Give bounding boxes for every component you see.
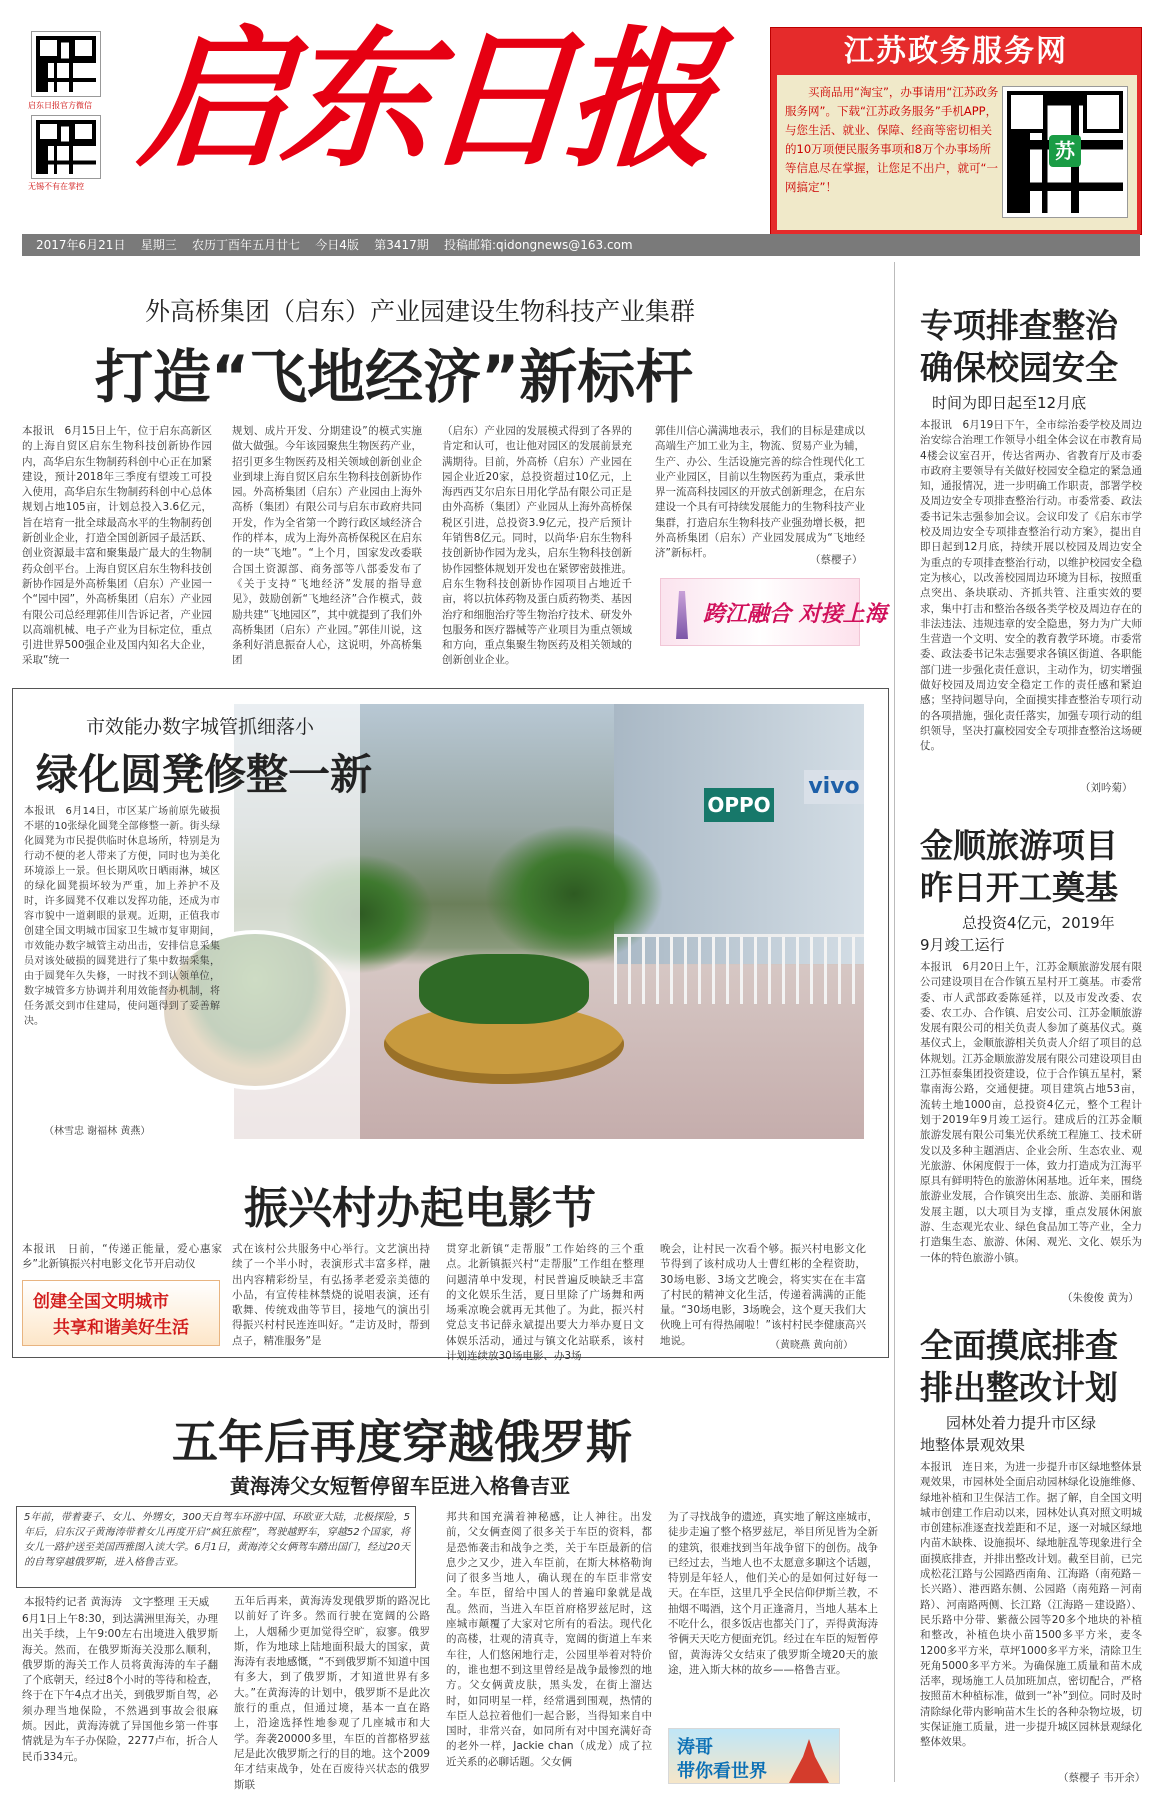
lead-headline: 打造“飞地经济”新标杆 [95,343,694,411]
shop-sign-oppo: OPPO [704,788,774,822]
russia-banner-line-2: 带你看世界 [677,1761,767,1782]
lead-banner [660,578,887,646]
page-count: 今日4版 [315,238,359,252]
gov-ad-body: 买商品用“淘宝”，办事请用“江苏政务服务网”。下载“江苏政务服务”手机APP，与您生活、就业、保障、经商等密切相关的10万项便民服务事项和8万个办事场所等信息尽在掌握，让您足不出户，就可“一网搞定”！ [785,85,999,194]
school-safety-body: 本报讯 6月19日下午，全市综治委学校及周边治安综合治理工作领导小组全体会议在市教育局4楼会议室召开，传达省两办、省教育厅及市委市政府主要领导有关做好校园安全稳定的紧急通知，通报情况，进一步明确工作职责，部署学校及周边安全专项排查整治行动。市委常委、政法委书记朱志强参加会议。会议印发了《启东市学校及周边安全专项排查整治行动方案》，提出自即日起到12月底，持续开展以校园及周边安全为重点的专项排查整治行动，以维护校园安全稳定为核心，以改善校园周边环境为目标，按照重点突出、条块联动、齐抓共管、注重实效的要求，集中打击和整治各级各类学校及周边存在的非法违法、违规违章的安全隐患，努力为广大师生营造一个文明、安全的教育教学环境。市委常委、政法委书记朱志强要求各镇区街道、各职能部门进一步强化责任意识，主动作为，切实增强做好校园及周边安全稳定工作的责任感和紧迫感；坚持问题导向，全面摸实排查整治专项行动的各项措施，强化责任落实，加强专项行动的组织领导，坚决打赢校园安全专项排查整治这场硬仗。 [920,419,1142,753]
railing [614,934,864,1004]
russia-col-2: 五年后再来，黄海涛发现俄罗斯的路况比以前好了许多。然而行驶在宽阔的公路上，人烟稀少更加觉得空旷，寂寥。俄罗斯，作为地球上陆地面积最大的国家，黄海涛有表地感慨，“不到俄罗斯不知道中国有多大，到了俄罗斯，才知道世界有多大。”在黄海涛的计划中，俄罗斯不是此次旅行的重点，但通过境，基本一直在路上，沿途选择性地参观了几座城市和大学。奔袭20000多里，车臣的首都格罗兹尼是此次俄罗斯之行的目的地。这个2009年才结束战争，处在百废待兴状态的俄罗斯联 [234,1595,430,1791]
qr1-label: 启东日报官方微信 [28,101,92,110]
green-plan-sub-2: 地整体景观效果 [920,1436,1026,1454]
cinema-byline: （黄晓燕 黄向前） [770,1340,854,1351]
lead-kicker: 外高桥集团（启东）产业园建设生物科技产业集群 [145,297,696,326]
gov-service-ad[interactable] [770,27,1142,235]
gov-ad-title: 江苏政务服务网 [844,34,1068,69]
green-plan-body: 本报讯 连日来，为进一步提升市区绿地整体景观效果，市园林处全面启动园林绿化设施维修、绿地补植和卫生保洁工作。据了解，自全国文明城市创建工作启动以来，园林处认真对照文明城市创建标准逐查找差距和不足，逐一对城区绿地内苗木缺株、设施损坏、绿地脏乱等现象进行全面摸底排查，并排出整改计划。截至目前，已完成松花江路与公园路西南角、江海路（南苑路－长兴路）、港西路东侧、公园路（南苑路－河南路）、河南路两侧、长江路（江海路－建设路）、民乐路中分带、紫薇公园等20多个地块的补植和整改，补植色块小苗1500多平方米，麦冬1200多平方米，草坪1000多平方米，清除卫生死角5000多平方米。为确保施工质量和苗木成活率，现场施工人员加班加点，密切配合，严格按照苗木种植标准，做到一“补”到位。同时及时清除绿化带内影响苗木生长的各种杂物垃圾，切实保证施工质量，进一步提升城区园林景观绿化整体效果。 [920,1461,1142,1749]
hedge [419,954,589,1024]
cinema-col-4: 晚会，让村民一次看个够。振兴村电影文化节得到了该村成功人士曹红彬的全程资助，30场电影、3场文艺晚会，将实实在在丰富了村民的精神文化生活，传递着满满的正能量。“30场电影，3场晚会，这个夏天我们大伙晚上可有得热闹啦！”该村村民李健康高兴地说。 [660,1243,866,1347]
tourism-headline-2: 昨日开工奠基 [920,868,1118,907]
date-bar [22,234,1140,256]
issue-date: 2017年6月21日 [36,238,126,252]
weekday: 星期三 [140,238,177,252]
landmark-icon [789,1739,829,1783]
russia-headline: 五年后再度穿越俄罗斯 [172,1415,632,1469]
tourism-sub-1: 总投资4亿元，2019年 [962,914,1115,932]
lead-col-4: 郭佳川信心满满地表示，我们的目标是建成以高端生产加工业为主，物流、贸易产业为辅，生产、办公、生活设施完善的综合性现代化工业产业园区，目前以生物医药为重点，秉承世界一流高科技园区的开放式创新理念，在启东建设一个具有可持续发展能力的生物科技产业集群，打造启东生物科技产业强劲增长极，把外高桥集团（启东）产业园发展成为“飞地经济”新标杆。 [655,425,865,560]
green-plan-headline-1: 全面摸底排查 [920,1326,1118,1365]
tourism-body: 本报讯 6月20日上午，江苏金顺旅游发展有限公司建设项目在合作镇五星村开工奠基。市委常委、市人武部政委陈延祥，以及市发改委、农委、农工办、合作镇、启安公司、江苏金顺旅游发展有限公司的相关负责人参加了奠基仪式。奠基仪式上，金顺旅游相关负责人介绍了项目的总体规划。江苏金顺旅游发展有限公司建设项目由江苏恒泰集团投资建设，位于合作镇五星村，紧靠南海公路，交通便捷。项目建筑占地53亩，流转土地1000亩，总投资4亿元，整个工程计划于2019年9月竣工运行。建成后的江苏金顺旅游发展有限公司集光伏系统工程施工、技术研发以及多种主题酒店、企业会所、生态农业、观光旅游、休闲度假于一体，致力打造成为江海平原具有鲜明特色的旅游休闲基地。近年来，围绕旅游业发展，合作镇突出生态、旅游、美丽和谐发展主题，以大项目为支撑，重点发展休闲旅游、生态观光农业、绿色食品加工等产业，全力打造集生态、旅游、休闲、观光、文化、娱乐为一体的特色旅游小镇。 [920,961,1142,1264]
cinema-col-1: 本报讯 日前，“传递正能量，爱心惠家乡”北新镇振兴村电影文化节开启动仪 [22,1243,222,1271]
russia-col-3: 邦共和国充满着神秘感，让人神往。出发前，父女俩查阅了很多关于车臣的资料，都是恐怖袭击和战争之类，关于车臣最新的信息少之又少，进入车臣前，在斯大林格勒询问了很多当地人，确认现在的车臣非常安全。车臣，留给中国人的普遍印象就是战乱。然而，当进入车臣首府格罗兹尼时，这座城市颠覆了大家对它所有的看法。现代化的高楼，壮观的清真寺，宽阔的街道上车来车往，人们悠闲地行走，公园里举着对特价的，谁也想不到这里曾经是战争最惨烈的地方。父女俩黄皮肤，黑头发，在街上溜达时，如同明星一样，经常遇到围观，热情的车臣人总拉着他们一起合影，当得知来自中国时，非常兴奋，如同所有对中国充满好奇的老外一样，Jackie chan（成龙）成了拉近关系的必聊话题。父女俩 [446,1511,652,1768]
wechat-qr-code[interactable] [32,32,100,96]
gov-app-logo: 苏 [1049,135,1081,167]
russia-subheadline: 黄海涛父女短暂停留车臣进入格鲁吉亚 [230,1474,570,1498]
green-byline: （林雪忠 谢福林 黄燕） [44,1126,151,1137]
school-safety-headline-2: 确保校园安全 [920,348,1118,387]
column-divider [894,262,895,1782]
russia-col-1: 6月1日上午8:30，到达满洲里海关，办理出关手续，上午9:00左右出境进入俄罗斯海关。然而，在俄罗斯海关没那么顺利，俄罗斯的海关工作人员将黄海涛的车子翻了个底朝天，经过8个小时的等待和检查，终于在下午4点才出关，到俄罗斯自驾，必须办理当地保险，不然遇到事故会很麻烦。因此，黄海涛就了异国他乡第一件事情就是为车子办保险，2277卢布，折合人民币334元。 [22,1613,218,1763]
cinema-col-3: 贯穿北新镇“走帮服”工作始终的三个重点。北新镇振兴村“走帮服”工作组在整理问题清单中发现，村民普遍反映缺乏丰富的文化娱乐生活，夏日里除了广场舞和两场乘凉晚会就再无其他了。为此，振兴村党总支书记薛永斌提出要大力举办夏日文体娱乐活动，通过与镇文化站联系，该村计划连续放30场电影、办3场 [446,1243,644,1363]
green-plan-sub-1: 园林处着力提升市区绿 [946,1414,1097,1432]
banner-text: 跨江融合 对接上海 [703,601,887,627]
green-plan-byline: （蔡樱子 韦开余） [1058,1772,1146,1784]
masthead-title: 启东日报 [133,12,715,188]
cinema-col-2: 式在该村公共服务中心举行。文艺演出持续了一个半小时，表演形式丰富多样，融出内容精彩纷呈，有弘扬孝老爱亲美德的小品，有宣传桂林禁烧的说唱表演，还有歌舞、传统戏曲等节目，接地气的演出引得振兴村村民连连叫好。“走访及时，帮到点子，精准服务”是 [232,1243,430,1347]
russia-col-4: 为了寻找战争的遗迹，真实地了解这座城市，徒步走遍了整个格罗兹尼，举目所见皆为全新的建筑，很难找到当年战争留下的创伤。战争已经过去，当地人也不太愿意多聊这个话题，特别是年轻人，他们关心的是如何过好每一天。在车臣，这里几乎全民信仰伊斯兰教，不抽烟不喝酒，这个月正逢斋月，当地人基本上不吃什么，很多饭店也都关门了，弄得黄海涛爷俩天天吃方便面充饥。经过在车臣的短暂停留，黄海涛父女结束了俄罗斯全境20天的旅途，进入斯大林的故乡——格鲁吉亚。 [668,1511,878,1676]
submission-email[interactable]: 投稿邮箱:qidongnews@163.com [444,238,633,252]
qr2-label: 无锡不有在掌控 [28,182,84,191]
issue-number: 第3417期 [374,238,429,252]
lead-col-2: 规划、成片开发、分期建设”的模式实施做大做强。今年该园聚焦生物医药产业，招引更多生物医药及相关领域创新创业企业到埭上海自贸区启东生物科技创新协作园。外高桥集团（启东）产业园由上海外高桥（集团）有限公司与启东市政府共同开发，作为全省第一个跨行政区域经济合作的样本，成为上海外高桥保税区在启东的一块“飞地”。“上个月，国家发改委联合国土资源部、商务部等八部委发布了《关于支持“飞地经济”发展的指导意见》，鼓励创新“飞地经济”合作模式，鼓励共建“飞地园区”，其中就提到了我们外高桥集团（启东）产业园。”郭佳川说，这条利好消息振奋人心，这说明，外高桥集团 [232,425,422,667]
russia-banner-line-1: 涛哥 [677,1737,713,1758]
green-headline: 绿化圆凳修整一新 [36,750,373,799]
green-body: 本报讯 6月14日，市区某广场前原先破损不堪的10张绿化圆凳全部修整一新。街头绿化圆凳为市民提供临时休息场所，特别是为行动不便的老人带来了方便，同时也为美化环境添上一景。但长期风吹日晒雨淋，城区的绿化圆凳损坏较为严重，加上养护不及时，许多圆凳不仅难以发挥功能，还成为市容市貌中一道刺眼的景观。近期，正值我市创建全国文明城市国家卫生城市复审期间，市效能办数字城管主动出击，安排信息采集员对该处破损的圆凳进行了集中数据采集，由于圆凳年久失修，一时找不到认领单位，数字城管多方协调并利用效能督办机制，将任务派交到市住建局，使问题得到了妥善解决。 [24,806,220,1027]
cinema-headline: 振兴村办起电影节 [244,1183,596,1234]
shop-sign-vivo: vivo [804,770,864,804]
tourism-headline-1: 金顺旅游项目 [920,826,1118,865]
lead-col-3: （启东）产业园的发展模式得到了各界的肯定和认可，也让他对园区的发展前景充满期待。目前，外高桥（启东）产业园在园企业近20家，总投资超过10亿元，上海西西艾尔启东日用化学品有限公司正是由外高桥（集团）产业园从上海外高桥保税区引进，总投资3.9亿元，投产后预计年销售8亿元。同时，以尚华·启东生物科技创新协作园为龙头，启东生物科技创新协作园整体规划开发也在紧锣密鼓推进。启东生物科技创新协作园项目占地近千亩，将以抗体药物及蛋白质药物类、基因治疗和细胞治疗等生物治疗技术、研发外包服务和医疗器械等产业项目为重点领域和方向，重点集聚生物医药及相关领域的创新创业企业。 [442,425,632,667]
lead-byline: （蔡樱子） [810,554,863,566]
cinema-banner-line-1: 创建全国文明城市 [33,1292,169,1312]
green-plan-headline-2: 排出整改计划 [920,1368,1118,1407]
school-safety-headline-1: 专项排查整治 [920,306,1118,345]
cinema-banner-line-2: 共享和谐美好生活 [53,1318,189,1338]
russia-byline: 本报特约记者 黄海涛 文字整理 王天威 [24,1596,210,1608]
school-safety-sub: 时间为即日起至12月底 [932,394,1087,412]
russia-intro: 5年前，带着妻子、女儿、外甥女，300天自驾车环游中国、环欧亚大陆，北极探险，5年后，启东汉子黄海涛带着女儿再度开启“疯狂旅程”，驾驶越野车，穿越52个国家，将女儿一路护送至美国西雅图入读大学。6月1日，黄海涛父女俩驾车踏出国门，经过20天的自驾穿越俄罗斯，进入格鲁吉亚。 [24,1512,410,1568]
green-kicker: 市效能办数字城管抓细落小 [86,716,315,738]
school-safety-byline: （刘吟菊） [1080,782,1133,794]
lunar-date: 农历丁酉年五月廿七 [192,238,301,252]
russia-banner [668,1728,840,1784]
weibo-qr-code[interactable] [32,116,100,178]
cinema-banner [22,1280,220,1346]
tourism-sub-2: 9月竣工运行 [920,936,1005,954]
lead-col-1: 本报讯 6月15日上午，位于启东高新区的上海自贸区启东生物科技创新协作园内，高华启东生物制药科创中心正在加紧建设，预计2018年三季度有望竣工可投入使用，高华启东生物制药科创中心总体规划占地105亩，计划总投入3.6亿元，旨在培育一批全球最高水平的生物制药创新创业企业，打造全国创新园子最活跃、创业资源最丰富和聚集最广最大的生物制药众创平台。上海自贸区启东生物科技创新协作园是外高桥集团（启东）产业园一个“园中园”，外高桥集团（启东）产业园有限公司总经理郭佳川告诉记者，产业园以高端机械、电子产业为目标定位，重点引进世界500强企业及国内知名大企业，采取“统一 [22,425,212,667]
tourism-byline: （朱俊俊 黄为） [1062,1292,1139,1304]
